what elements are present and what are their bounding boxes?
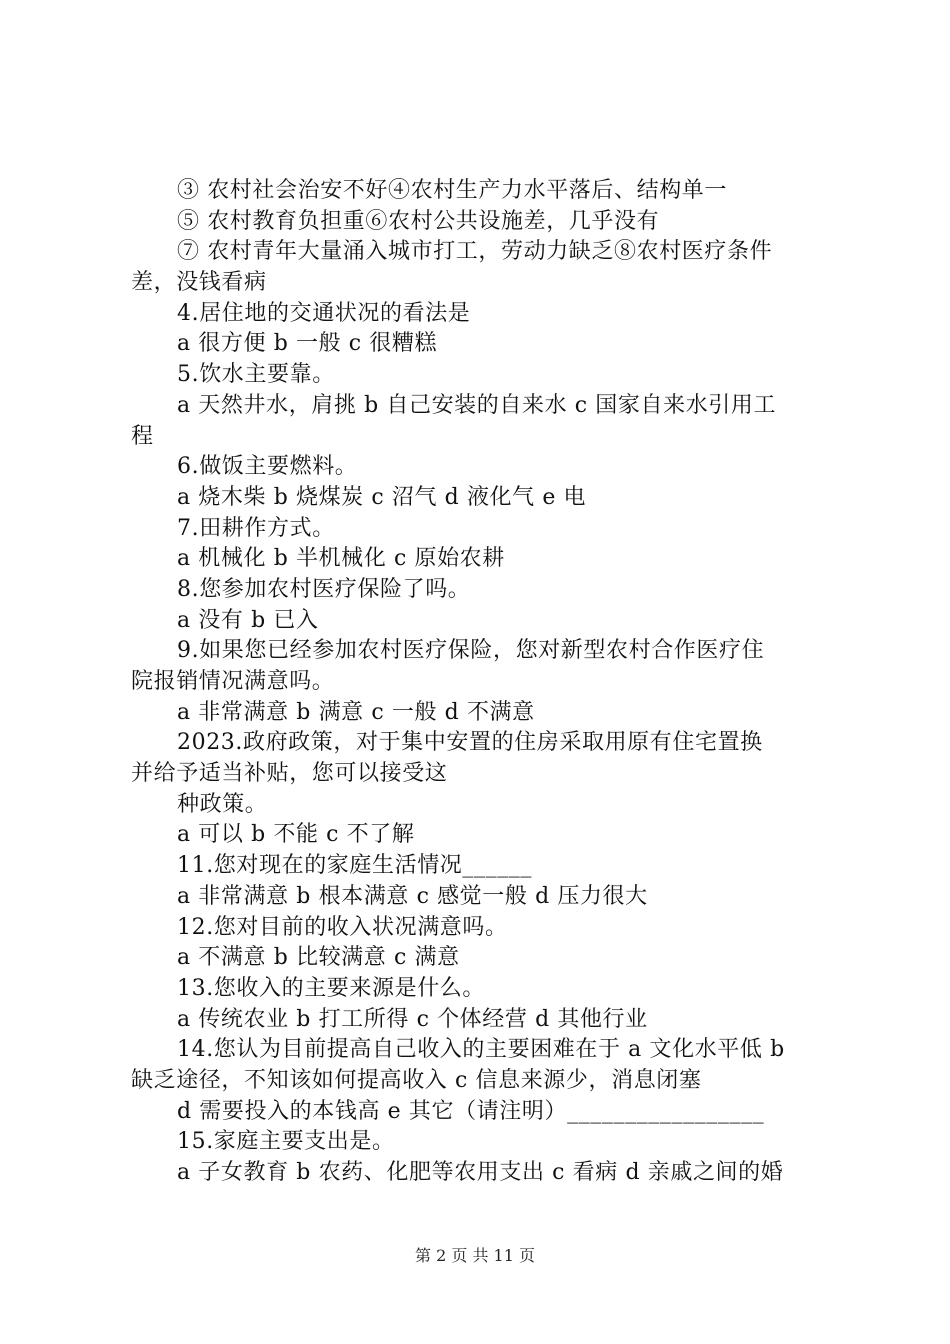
text-line: a 非常满意 b 满意 c 一般 d 不满意: [177, 699, 535, 725]
text-line: 12.您对目前的收入状况满意吗。: [177, 914, 508, 940]
text-line: 2023.政府政策，对于集中安置的住房采取用原有住宅置换: [177, 730, 763, 756]
text-line: 14.您认为目前提高自己收入的主要困难在于 a 文化水平低 b: [177, 1037, 785, 1063]
text-line: 11.您对现在的家庭生活情况______: [177, 853, 532, 879]
text-line: ⑦ 农村青年大量涌入城市打工，劳动力缺乏⑧农村医疗条件: [177, 239, 773, 265]
text-line: a 天然井水，肩挑 b 自己安装的自来水 c 国家自来水引用工: [177, 392, 777, 418]
text-line: 种政策。: [177, 791, 268, 817]
text-line: a 可以 b 不能 c 不了解: [177, 822, 415, 848]
text-line: a 很方便 b 一般 c 很糟糕: [177, 331, 438, 357]
text-line: 13.您收入的主要来源是什么。: [177, 975, 485, 1001]
text-line: 6.做饭主要燃料。: [177, 454, 358, 480]
text-line: 缺乏途径，不知该如何提高收入 c 信息来源少，消息闭塞: [131, 1067, 702, 1093]
text-line: 差，没钱看病: [131, 270, 267, 296]
text-line: 并给予适当补贴，您可以接受这: [131, 761, 448, 787]
text-line: 9.如果您已经参加农村医疗保险，您对新型农村合作医疗住: [177, 638, 765, 664]
text-line: 7.田耕作方式。: [177, 515, 335, 541]
page-footer: 第 2 页 共 11 页: [415, 1246, 535, 1265]
text-line: 院报销情况满意吗。: [131, 669, 335, 694]
text-line: d 需要投入的本钱高 e 其它（请注明）_________________: [177, 1098, 765, 1124]
text-line: a 子女教育 b 农药、化肥等农用支出 c 看病 d 亲戚之间的婚: [177, 1160, 784, 1185]
text-line: 15.家庭主要支出是。: [177, 1129, 395, 1155]
text-line: a 非常满意 b 根本满意 c 感觉一般 d 压力很大: [177, 883, 648, 909]
text-line: 程: [131, 423, 154, 449]
text-line: ③ 农村社会治安不好④农村生产力水平落后、结构单一: [177, 178, 727, 203]
text-line: 8.您参加农村医疗保险了吗。: [177, 576, 471, 602]
text-line: a 不满意 b 比较满意 c 满意: [177, 945, 460, 971]
text-line: 5.饮水主要靠。: [177, 362, 335, 388]
text-line: 4.居住地的交通状况的看法是: [177, 300, 471, 326]
text-line: a 烧木柴 b 烧煤炭 c 沼气 d 液化气 e 电: [177, 484, 587, 510]
text-line: a 没有 b 已入: [177, 607, 319, 633]
document-body: [131, 176, 835, 1189]
text-line: a 机械化 b 半机械化 c 原始农耕: [177, 546, 505, 572]
text-line: ⑤ 农村教育负担重⑥农村公共设施差，几乎没有: [177, 208, 660, 234]
text-line: a 传统农业 b 打工所得 c 个体经营 d 其他行业: [177, 1006, 648, 1032]
